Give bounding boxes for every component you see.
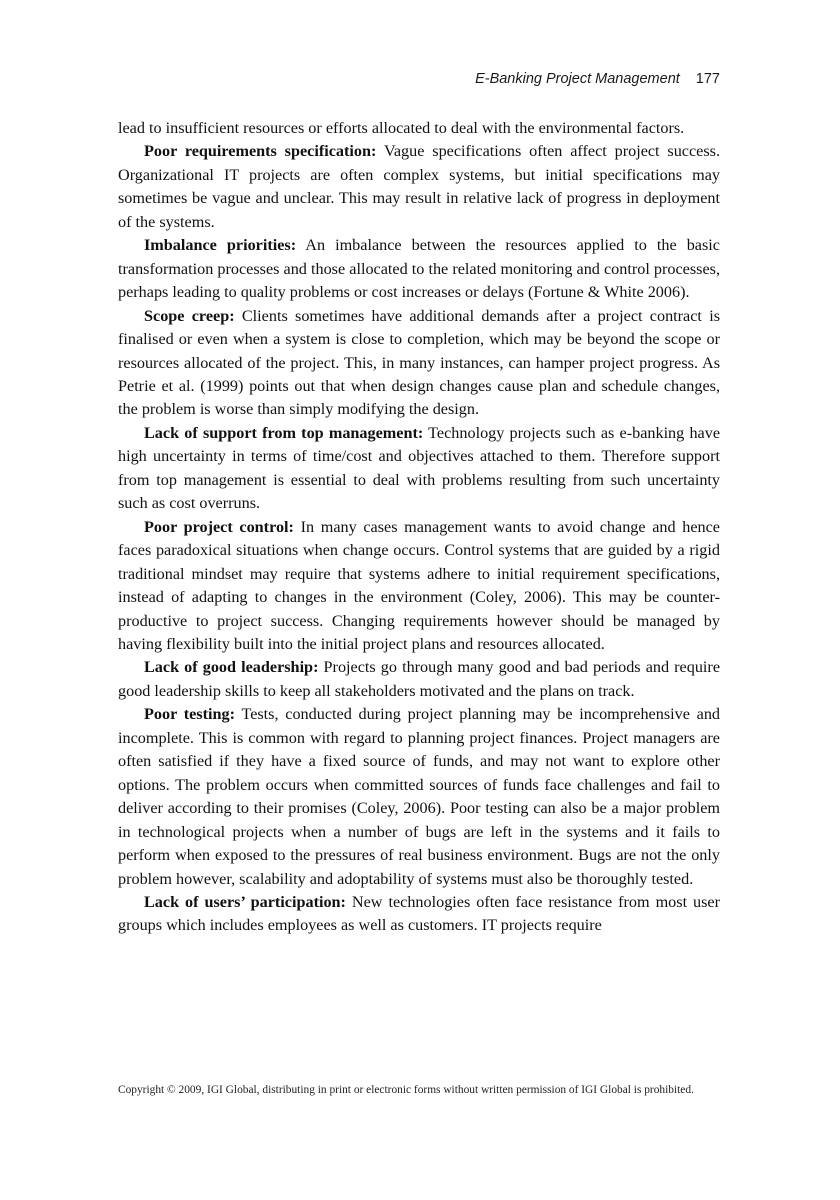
- paragraph-lack-of-support: [118, 422, 720, 516]
- paragraph-term: Poor testing:: [144, 705, 235, 724]
- paragraph-term: Lack of good leadership:: [144, 658, 319, 677]
- paragraph-term: Poor project control:: [144, 517, 294, 536]
- paragraph-text: An imbalance between the resources applied to the basic transformation processes and those allocated to the related monitoring and control processes, perhaps leading to quality problems or cost increases or delays (Fortune & White 2006).: [118, 236, 720, 302]
- paragraph-poor-testing: [118, 703, 720, 891]
- paragraph-text: Technology projects such as e-banking have high uncertainty in terms of time/cost and objectives attached to them. Therefore support from top management is essential to deal with problems resulting from such uncertainty such as cost overruns.: [118, 423, 720, 513]
- paragraph-term: Lack of users’ participation:: [144, 892, 346, 911]
- paragraph-term: Scope creep:: [144, 306, 235, 325]
- paragraph-lack-of-good-leadership: [118, 656, 720, 703]
- paragraph-text: Projects go through many good and bad periods and require good leadership skills to keep all stakeholders motivated and the plans on track.: [118, 658, 720, 700]
- paragraph-text: In many cases management wants to avoid change and hence faces paradoxical situations when change occurs. Control systems that are guided by a rigid traditional mindset may require that systems adhere to initial requirement specifications, instead of adapting to changes in the environment (Coley, 2006). This may be counter-productive to project success. Changing requirements however should be managed by having flexibility built into the initial project plans and resources allocated.: [118, 517, 720, 653]
- running-header: [475, 71, 720, 87]
- paragraph-text: New technologies often face resistance from most user groups which includes employees as well as customers. IT projects require: [118, 892, 720, 935]
- paragraph-term: Poor requirements specification:: [144, 142, 377, 161]
- paragraph-text: Vague specifications often affect project success. Organizational IT projects are often complex systems, but initial specifications may sometimes be vague and unclear. This may result in relative lack of progress in deployment of the systems.: [118, 142, 720, 231]
- paragraph-poor-project-control: [118, 516, 720, 657]
- paragraph-continuation: [118, 117, 720, 140]
- paragraph-text: lead to insufficient resources or efforts allocated to deal with the environmental factors.: [118, 119, 685, 137]
- paragraph-text: Clients sometimes have additional demands after a project contract is finalised or even when a system is close to completion, which may be beyond the scope or resources allocated of the project. This, in many instances, can hamper project progress. As Petrie et al. (1999) points out that when design changes cause plan and schedule changes, the problem is worse than simply modifying the design.: [118, 306, 721, 419]
- body-text: [118, 117, 720, 938]
- paragraph-term: Lack of support from top management:: [144, 423, 424, 442]
- page-number: 177: [695, 71, 720, 87]
- paragraph-imbalance-priorities: [118, 234, 720, 304]
- paragraph-poor-requirements-specification: [118, 140, 720, 234]
- paragraph-lack-of-users-participation: [118, 891, 720, 938]
- paragraph-text: Tests, conducted during project planning may be incomprehensive and incomplete. This is common with regard to planning project finances. Project managers are often satisfied if they have a fixed source of funds, and may not want to explore other options. The problem occurs when committed sources of funds face challenges and fail to deliver according to their promises (Coley, 2006). Poor testing can also be a major problem in technological projects when a number of bugs are left in the systems and it fails to perform when exposed to the pressures of real business environment. Bugs are not the only problem however, scalability and adoptability of systems must also be thoroughly tested.: [118, 705, 721, 888]
- copyright-footer: Copyright © 2009, IGI Global, distributing in print or electronic forms without written permission of IGI Global is prohibited.: [118, 1084, 694, 1096]
- running-title: E-Banking Project Management: [475, 71, 680, 87]
- paragraph-scope-creep: [118, 305, 720, 422]
- paragraph-term: Imbalance priorities:: [144, 236, 297, 255]
